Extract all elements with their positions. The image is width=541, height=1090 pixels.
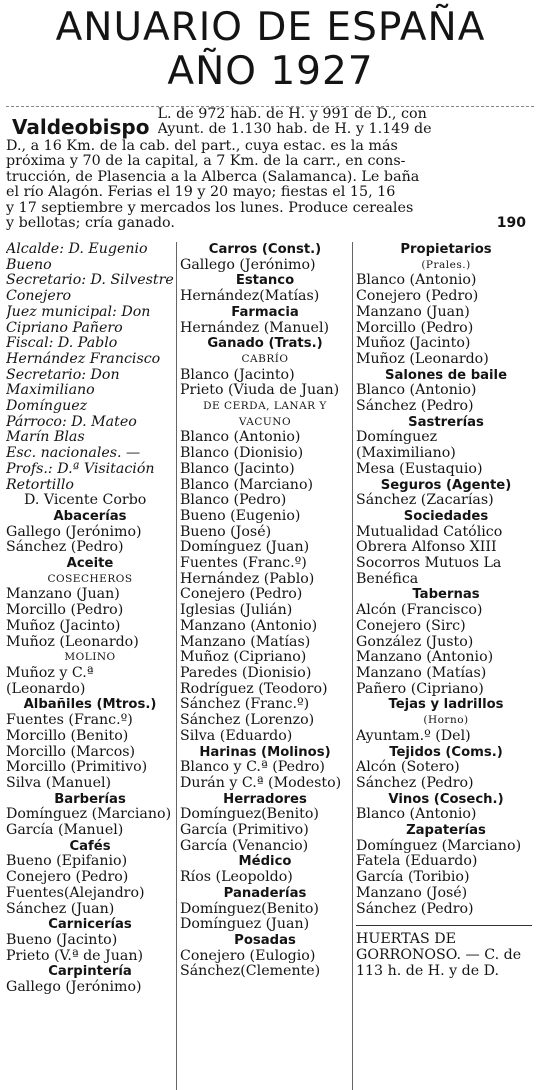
- subheading: (Prales.): [421, 258, 471, 271]
- directory-column-1: [6, 242, 174, 1090]
- directory-entry: Sánchez (Zacarías): [356, 492, 494, 509]
- directory-entry: Bueno (Jacinto): [6, 931, 118, 948]
- directory-entry: Prieto (Viuda de Juan): [180, 382, 340, 399]
- directory-entry: Mutualidad Católico Obrera Alfonso XIII: [356, 523, 503, 556]
- directory-entry: Paredes (Dionisio): [180, 664, 312, 681]
- directory-entry: Socorros Mutuos La Benéfica: [356, 555, 502, 587]
- directory-columns: [0, 242, 541, 1090]
- directory-entry: Manzano (Antonio): [356, 649, 494, 666]
- official-entry: Alcalde: D. Eugenio Bueno: [6, 242, 148, 273]
- section-heading: Carnicerías: [48, 917, 132, 933]
- official-entry: Juez municipal: Don Cipriano Pañero: [6, 303, 151, 336]
- directory-entry: Blanco (Antonio): [180, 429, 301, 446]
- section-heading: Cafés: [69, 838, 111, 854]
- directory-entry: Domínguez (Juan): [180, 916, 310, 933]
- directory-entry: Bueno (Epifanio): [6, 853, 128, 870]
- section-heading: Tejas y ladrillos: [388, 697, 504, 713]
- directory-entry: Ayuntam.º (Del): [356, 727, 471, 744]
- directory-entry: Domínguez (Marciano): [356, 837, 522, 854]
- directory-entry: García (Manuel): [6, 822, 124, 839]
- directory-entry: Bueno (Eugenio): [180, 507, 301, 524]
- column-divider: [176, 242, 177, 1090]
- section-heading: Tabernas: [412, 587, 480, 603]
- section-heading: Herradores: [223, 791, 307, 807]
- directory-entry: Fuentes (Franc.º): [6, 712, 133, 729]
- directory-column-2: [180, 242, 350, 1090]
- description-line: 190 y bellotas; cría ganado.: [6, 216, 526, 232]
- directory-entry: Domínguez(Benito): [180, 900, 319, 917]
- directory-entry: Conejero (Pedro): [180, 586, 303, 603]
- directory-entry: Iglesias (Julián): [180, 602, 293, 619]
- directory-entry: Domínguez (Marciano): [6, 806, 172, 823]
- directory-entry: Durán y C.ª (Modesto): [180, 774, 342, 791]
- directory-entry: Conejero (Pedro): [6, 869, 129, 886]
- directory-entry: Muñoz (Leonardo): [6, 633, 139, 650]
- directory-entry: Sánchez (Juan): [6, 900, 115, 917]
- directory-entry: Blanco (Antonio): [356, 272, 477, 289]
- subheading: (Horno): [423, 714, 469, 727]
- yearbook-title: ANUARIO DE ESPAÑA: [55, 5, 486, 50]
- section-heading: Abacerías: [53, 508, 127, 524]
- directory-entry: Alcón (Sotero): [356, 759, 460, 776]
- section-heading: Sastrerías: [408, 414, 484, 430]
- section-heading: Vinos (Cosech.): [388, 791, 504, 807]
- directory-entry: Domínguez (Maximiliano): [356, 429, 456, 462]
- official-entry: Párroco: D. Mateo Marín Blas: [6, 413, 137, 446]
- directory-entry: Sánchez (Franc.º): [180, 696, 310, 713]
- description-line: trucción, de Plasencia a la Alberca (Salamanca). Le baña: [6, 169, 420, 185]
- official-entry: Secretario: Don Maximiliano Domínguez: [6, 366, 120, 415]
- directory-entry: Sánchez (Lorenzo): [180, 712, 315, 729]
- description-line: y 17 septiembre y mercados los lunes. Produce cereales: [6, 200, 414, 216]
- description-line: próxima y 70 de la capital, a 7 Km. de la carr., en cons-: [6, 154, 406, 170]
- directory-entry: Muñoz (Cipriano): [180, 649, 307, 666]
- section-heading: Propietarios: [400, 242, 492, 257]
- directory-entry: Alcón (Francisco): [356, 602, 483, 619]
- directory-entry: Blanco (Antonio): [356, 806, 477, 823]
- town-entry: [6, 106, 534, 241]
- directory-entry: Sánchez(Clemente): [180, 963, 321, 980]
- directory-entry: Muñoz y C.ª (Leonardo): [6, 664, 94, 697]
- directory-entry: Blanco (Jacinto): [180, 460, 295, 477]
- official-entry: Secretario: D. Silvestre Conejero: [6, 272, 174, 305]
- directory-entry: Blanco y C.ª (Pedro): [180, 759, 325, 776]
- directory-entry: Silva (Eduardo): [180, 727, 293, 744]
- directory-entry: García (Toribio): [356, 869, 470, 886]
- official-entry: Fiscal: D. Pablo Hernández Francisco: [6, 335, 161, 367]
- directory-entry: Muñoz (Jacinto): [6, 617, 121, 634]
- section-heading: Albañiles (Mtros.): [23, 697, 157, 713]
- section-heading: Harinas (Molinos): [199, 744, 331, 760]
- section-heading: Panaderías: [223, 885, 307, 901]
- directory-entry: Morcillo (Marcos): [6, 743, 136, 760]
- subheading: DE CERDA, LANAR Y VACUNO: [203, 400, 327, 428]
- directory-entry: Blanco (Pedro): [180, 492, 287, 509]
- directory-entry: Blanco (Marciano): [180, 476, 314, 493]
- directory-entry: Sánchez (Pedro): [356, 398, 474, 415]
- directory-entry: Morcillo (Benito): [6, 727, 129, 744]
- directory-entry: Prieto (V.ª de Juan): [6, 947, 144, 964]
- description-line: D., a 16 Km. de la cab. del part., cuya estac. es la más: [6, 139, 398, 154]
- directory-entry: Morcillo (Pedro): [356, 319, 474, 336]
- directory-entry: Conejero (Pedro): [356, 288, 479, 305]
- section-heading: Zapaterías: [406, 823, 486, 839]
- directory-entry: Gallego (Jerónimo): [180, 256, 316, 273]
- directory-entry: Gallego (Jerónimo): [6, 979, 142, 996]
- section-heading: Seguros (Agente): [380, 477, 512, 493]
- section-heading: Posadas: [234, 932, 296, 948]
- directory-entry: Fuentes(Alejandro): [6, 884, 145, 901]
- directory-entry: Conejero (Eulogio): [180, 947, 316, 964]
- directory-entry: Domínguez(Benito): [180, 806, 319, 823]
- directory-entry: Sánchez (Pedro): [356, 900, 474, 917]
- directory-entry: García (Primitivo): [180, 822, 309, 839]
- directory-entry: Muñoz (Leonardo): [356, 350, 489, 367]
- description-line: el río Alagón. Ferias el 19 y 20 mayo; fiestas el 15, 16: [6, 185, 396, 201]
- directory-entry: Manzano (Juan): [356, 303, 470, 320]
- section-heading: Salones de baile: [384, 367, 508, 383]
- directory-entry: Fatela (Eduardo): [356, 853, 478, 870]
- section-heading: Barberías: [54, 791, 126, 807]
- note-separator: [356, 925, 532, 926]
- subheading: CABRÍO: [241, 352, 289, 365]
- directory-entry: Manzano (Juan): [6, 586, 120, 603]
- yearbook-year: AÑO 1927: [167, 49, 374, 94]
- directory-entry: Fuentes (Franc.º): [180, 555, 307, 572]
- subheading: COSECHEROS: [47, 572, 133, 585]
- directory-column-3: [356, 242, 536, 1090]
- directory-entry: D. Vicente Corbo: [24, 492, 147, 509]
- subheading: MOLINO: [64, 651, 116, 664]
- directory-entry: Hernández(Matías): [180, 288, 320, 305]
- directory-entry: Morcillo (Primitivo): [6, 759, 148, 776]
- directory-entry: Manzano (Antonio): [180, 617, 318, 634]
- official-entry: Profs.: D.ª Visitación Retortillo: [6, 460, 155, 493]
- directory-entry: Muñoz (Jacinto): [356, 335, 471, 352]
- section-heading: Aceite: [66, 556, 114, 572]
- directory-entry: Hernández (Pablo): [180, 570, 315, 587]
- directory-entry: Hernández (Manuel): [180, 319, 330, 336]
- section-heading: Estanco: [235, 273, 295, 289]
- directory-entry: Bueno (José): [180, 523, 272, 540]
- directory-entry: González (Justo): [356, 633, 474, 650]
- directory-entry: Morcillo (Pedro): [6, 602, 124, 619]
- hamlet-note: HUERTAS DE GORRONOSO. — C. de 113 h. de H. y de D.: [356, 931, 522, 979]
- directory-entry: Pañero (Cipriano): [356, 680, 484, 697]
- description-line: Ayunt. de 1.130 hab. de H. y 1.149 de: [157, 122, 432, 138]
- town-name: Valdeobispo: [12, 115, 150, 139]
- directory-entry: Gallego (Jerónimo): [6, 523, 142, 540]
- directory-entry: Silva (Manuel): [6, 774, 112, 791]
- description-line: L. de 972 hab. de H. y 991 de D., con: [157, 107, 427, 122]
- directory-entry: Sánchez (Pedro): [356, 774, 474, 791]
- directory-entry: Manzano (José): [356, 884, 468, 901]
- directory-entry: Manzano (Matías): [356, 664, 487, 681]
- directory-entry: Blanco (Jacinto): [180, 366, 295, 383]
- directory-entry: Sánchez (Pedro): [6, 539, 124, 556]
- section-heading: Ganado (Trats.): [207, 336, 323, 352]
- directory-entry: Blanco (Dionisio): [180, 445, 304, 462]
- directory-entry: Conejero (Sirc): [356, 617, 466, 634]
- section-heading: Tejidos (Coms.): [389, 744, 503, 760]
- page-header: [0, 6, 541, 94]
- directory-entry: Rodríguez (Teodoro): [180, 680, 328, 697]
- section-heading: Farmacia: [231, 304, 299, 320]
- official-entry: Esc. nacionales. —: [6, 445, 141, 462]
- page-number: 190: [496, 216, 526, 232]
- section-heading: Médico: [238, 854, 292, 870]
- directory-entry: Ríos (Leopoldo): [180, 869, 293, 886]
- column-divider: [352, 242, 353, 1090]
- directory-entry: Mesa (Eustaquio): [356, 460, 483, 477]
- directory-entry: Domínguez (Juan): [180, 539, 310, 556]
- directory-entry: Blanco (Antonio): [356, 382, 477, 399]
- section-heading: Carros (Const.): [208, 242, 322, 257]
- directory-entry: Manzano (Matías): [180, 633, 311, 650]
- section-heading: Carpintería: [48, 964, 132, 980]
- directory-entry: García (Venancio): [180, 837, 309, 854]
- section-heading: Sociedades: [403, 508, 489, 524]
